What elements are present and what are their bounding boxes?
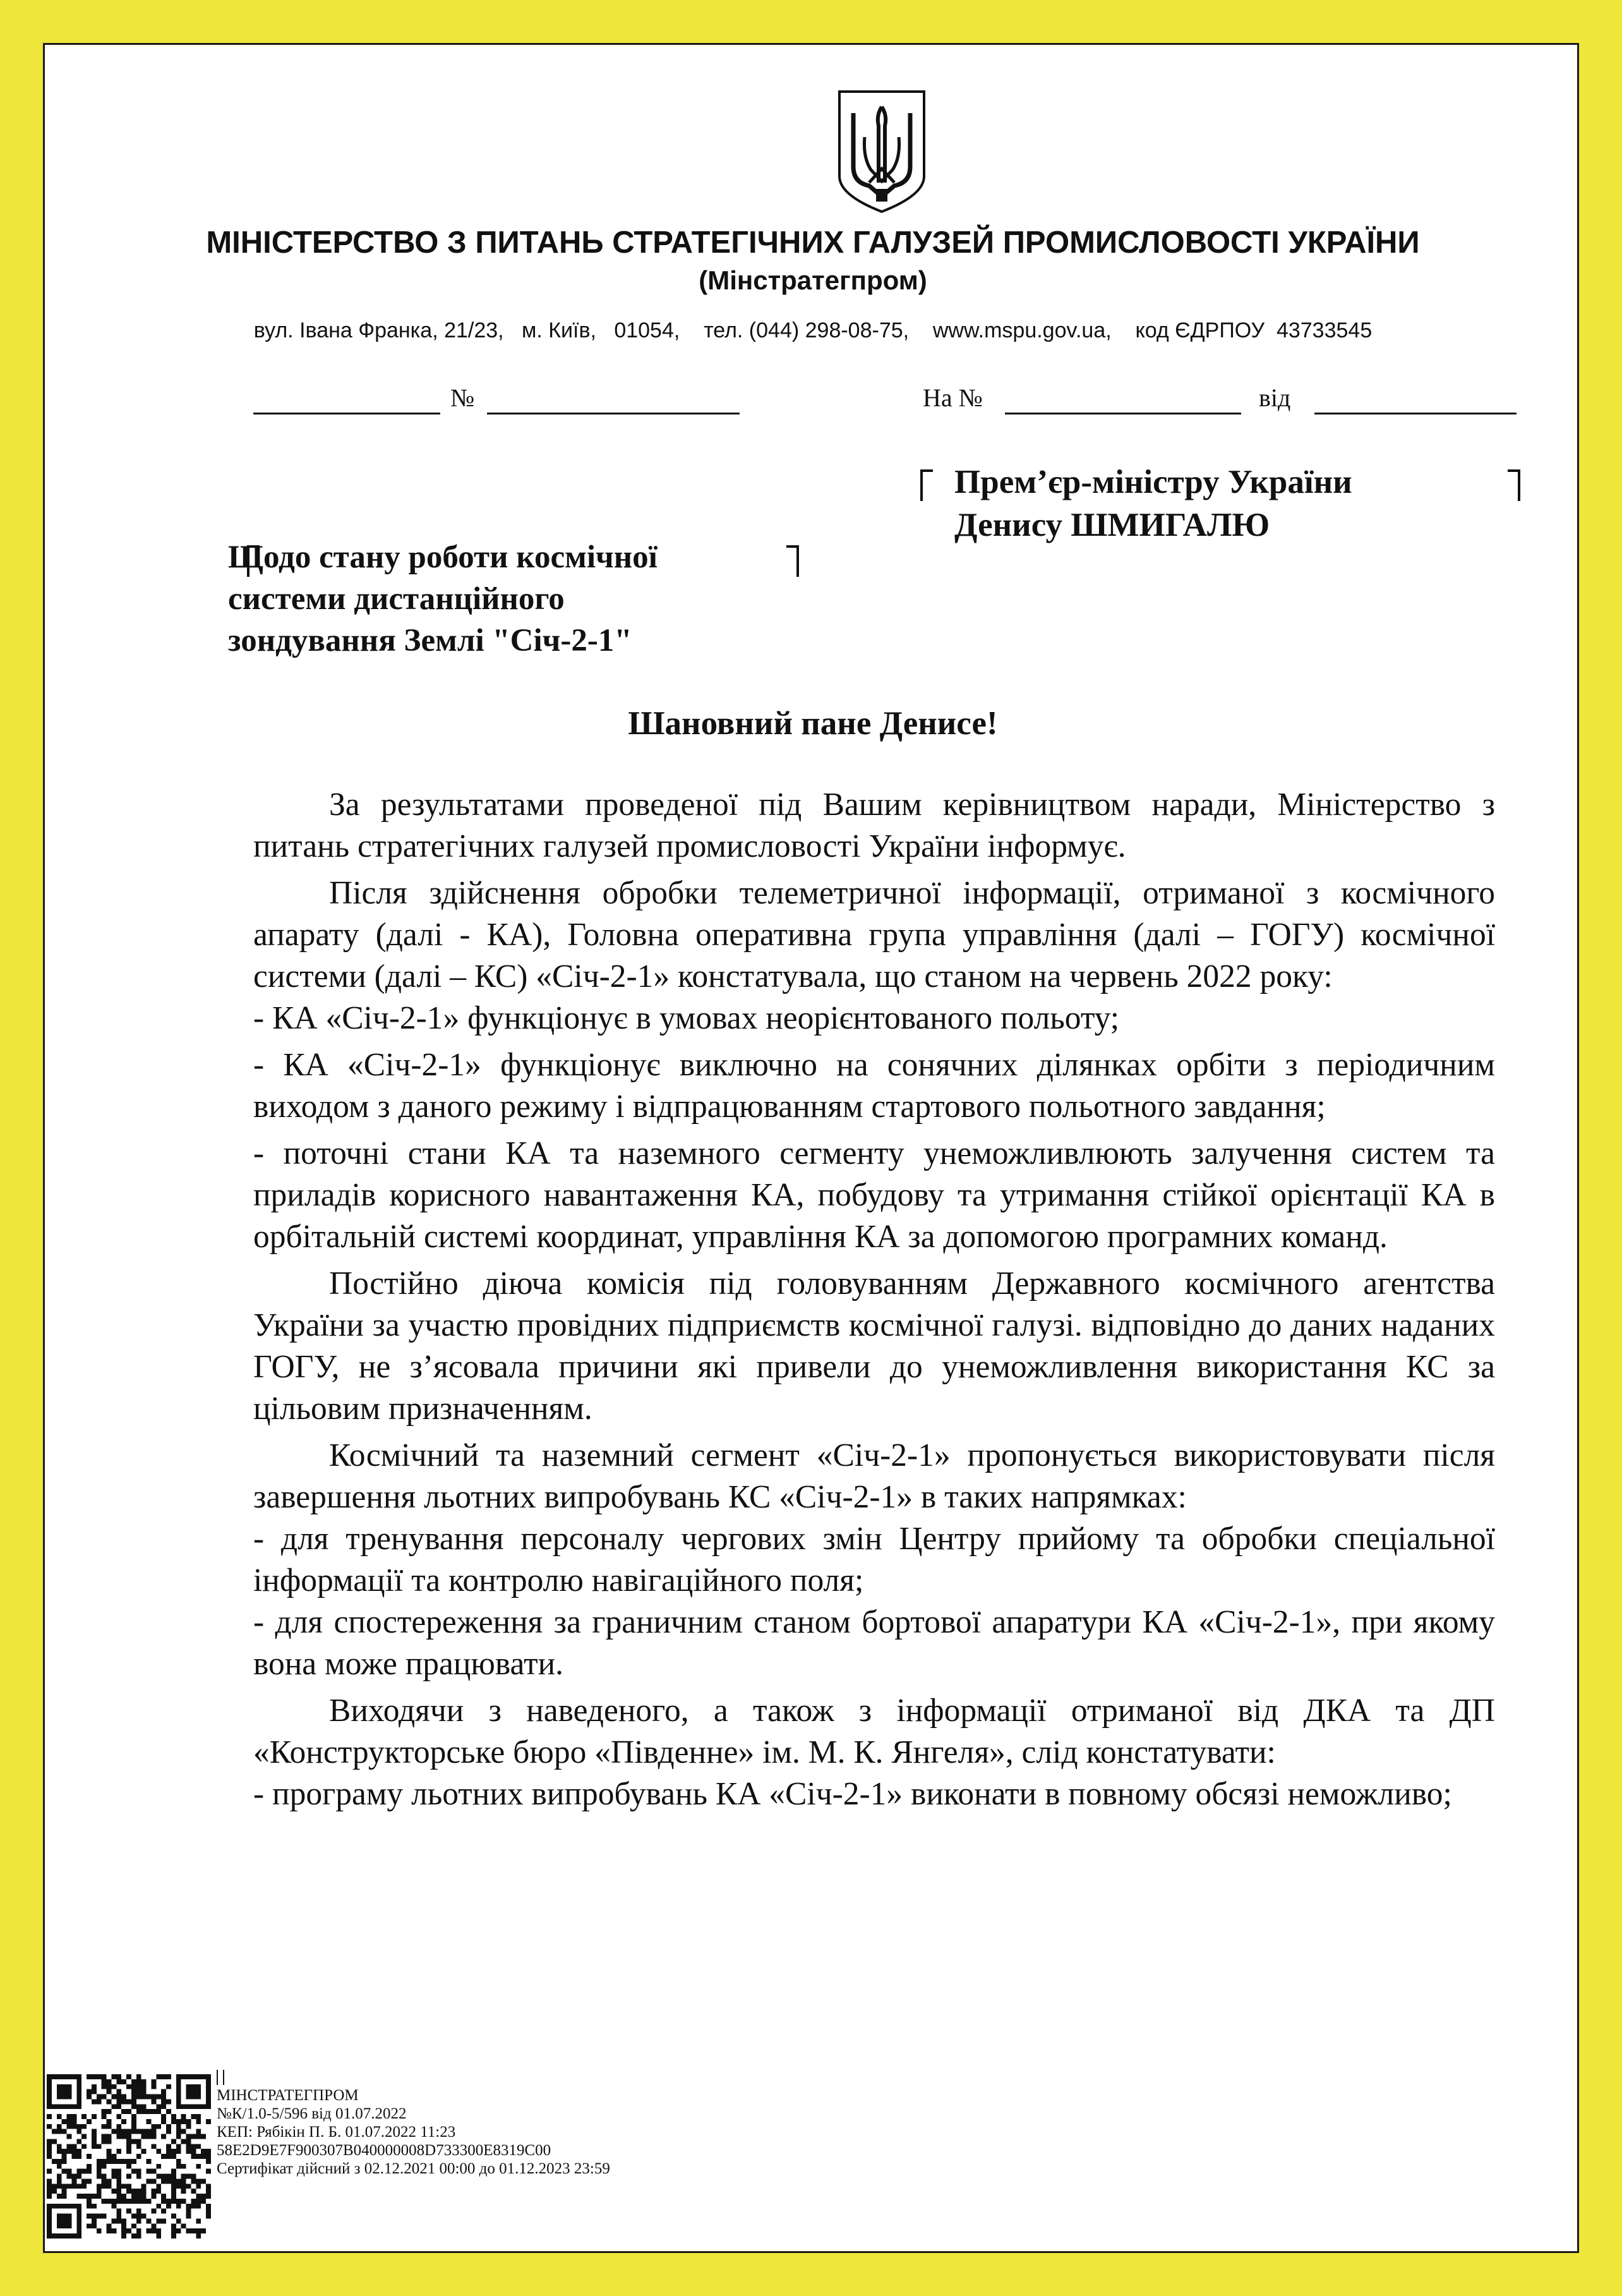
- reply-to-number-line: [1005, 413, 1241, 414]
- stamp-signer: КЕП: Рябікін П. Б. 01.07.2022 11:23: [217, 2124, 456, 2141]
- letter-sheet: [43, 43, 1579, 2253]
- list-item: - КА «Січ-2-1» функціонує в умовах неорієнтованого польоту;: [253, 1000, 1120, 1036]
- stamp-validity: Сертифікат дійсний з 02.12.2021 00:00 до 01.12.2023 23:59: [217, 2160, 610, 2177]
- ministry-short-name: (Мінстратегпром): [699, 265, 927, 295]
- subject: [228, 536, 771, 662]
- outgoing-date-line: [253, 413, 440, 414]
- ministry-contacts: вул. Івана Франка, 21/23, м. Київ, 01054, тел. (044) 298-08-75, www.mspu.gov.ua, код ЄДРПОУ 43733545: [253, 318, 1373, 342]
- list-item: - для тренування персоналу чергових змін Центру прийому та обробки спеціальної інформації та контролю навігаційного поля;: [253, 1521, 1495, 1598]
- reply-to-label: На №: [923, 384, 983, 412]
- stamp-org: МІНСТРАТЕГПРОМ: [217, 2087, 359, 2104]
- subject-line-2: системи дистанційного: [228, 581, 565, 617]
- list-item: - поточні стани КА та наземного сегменту унеможливлюють залучення систем та приладів корисного навантаження КА, побудову та утримання стійкої орієнтації КА в орбітальній системі координат, управління КА за допомогою програмних команд.: [253, 1135, 1495, 1255]
- addressee-bracket-right: [1508, 469, 1520, 501]
- paragraph-proposal: Космічний та наземний сегмент «Січ-2-1» пропонується використовувати після завершення льотних випробувань КС «Січ-2-1» в таких напрямках:: [253, 1437, 1495, 1515]
- stamp-doc-number: №К/1.0-5/596 від 01.07.2022: [217, 2105, 407, 2122]
- addressee: [954, 461, 1498, 547]
- paragraph-conclusion: Виходячи з наведеного, а також з інформації отриманої від ДКА та ДП «Конструкторське бюро «Південне» ім. М. К. Янгеля», слід констатувати:: [253, 1693, 1495, 1770]
- outgoing-number-sign: №: [450, 384, 475, 412]
- greeting: Шановний пане Денисе!: [628, 705, 998, 742]
- list-item: - програму льотних випробувань КА «Січ-2-1» виконати в повному обсязі неможливо;: [253, 1776, 1452, 1812]
- outgoing-number-line: [487, 413, 740, 414]
- reply-to-date-line: [1314, 413, 1517, 414]
- stamp-serial: 58E2D9E7F900307B040000008D733300E8319C00: [217, 2142, 551, 2159]
- paragraph-telemetry: Після здійснення обробки телеметричної інформації, отриманої з космічного апарату (далі - КА), Головна оперативна група управління (далі – ГОГУ) космічної системи (далі – КС) «Січ-2-1» констатувала, що станом на червень 2022 року:: [253, 875, 1495, 994]
- list-item: - КА «Січ-2-1» функціонує виключно на сонячних ділянках орбіти з періодичним виходом з даного режиму і відпрацюванням стартового польотного завдання;: [253, 1047, 1495, 1125]
- from-label: від: [1259, 384, 1291, 412]
- tryzub-icon: [834, 88, 929, 215]
- addressee-title: Прем’єр-міністру України: [954, 464, 1352, 500]
- subject-line-1: Щодо стану роботи космічної: [228, 540, 658, 575]
- paragraph-intro: За результатами проведеної під Вашим керівництвом наради, Міністерство з питань стратегічних галузей промисловості України інформує.: [253, 787, 1495, 864]
- ministry-name: МІНІСТЕРСТВО З ПИТАНЬ СТРАТЕГІЧНИХ ГАЛУЗЕЙ ПРОМИСЛОВОСТІ УКРАЇНИ: [206, 226, 1420, 260]
- subject-bracket-right: [786, 545, 799, 577]
- paragraph-commission: Постійно діюча комісія під головуванням Державного космічного агентства України за участю провідних підприємств космічної галузі. відповідно до даних наданих ГОГУ, не з’ясовала причини які привели до унеможливлення використання КС за цільовим призначенням.: [253, 1266, 1495, 1427]
- subject-line-3: зондування Землі "Січ-2-1": [228, 623, 632, 658]
- stamp-marker-icon: [217, 2070, 224, 2085]
- qr-code-icon: [47, 2074, 211, 2239]
- addressee-name: Денису ШМИГАЛЮ: [954, 507, 1270, 543]
- addressee-bracket-left: [920, 469, 933, 501]
- list-item: - для спостереження за граничним станом бортової апаратури КА «Січ-2-1», при якому вона може працювати.: [253, 1604, 1495, 1682]
- letter-body: [253, 784, 1495, 1815]
